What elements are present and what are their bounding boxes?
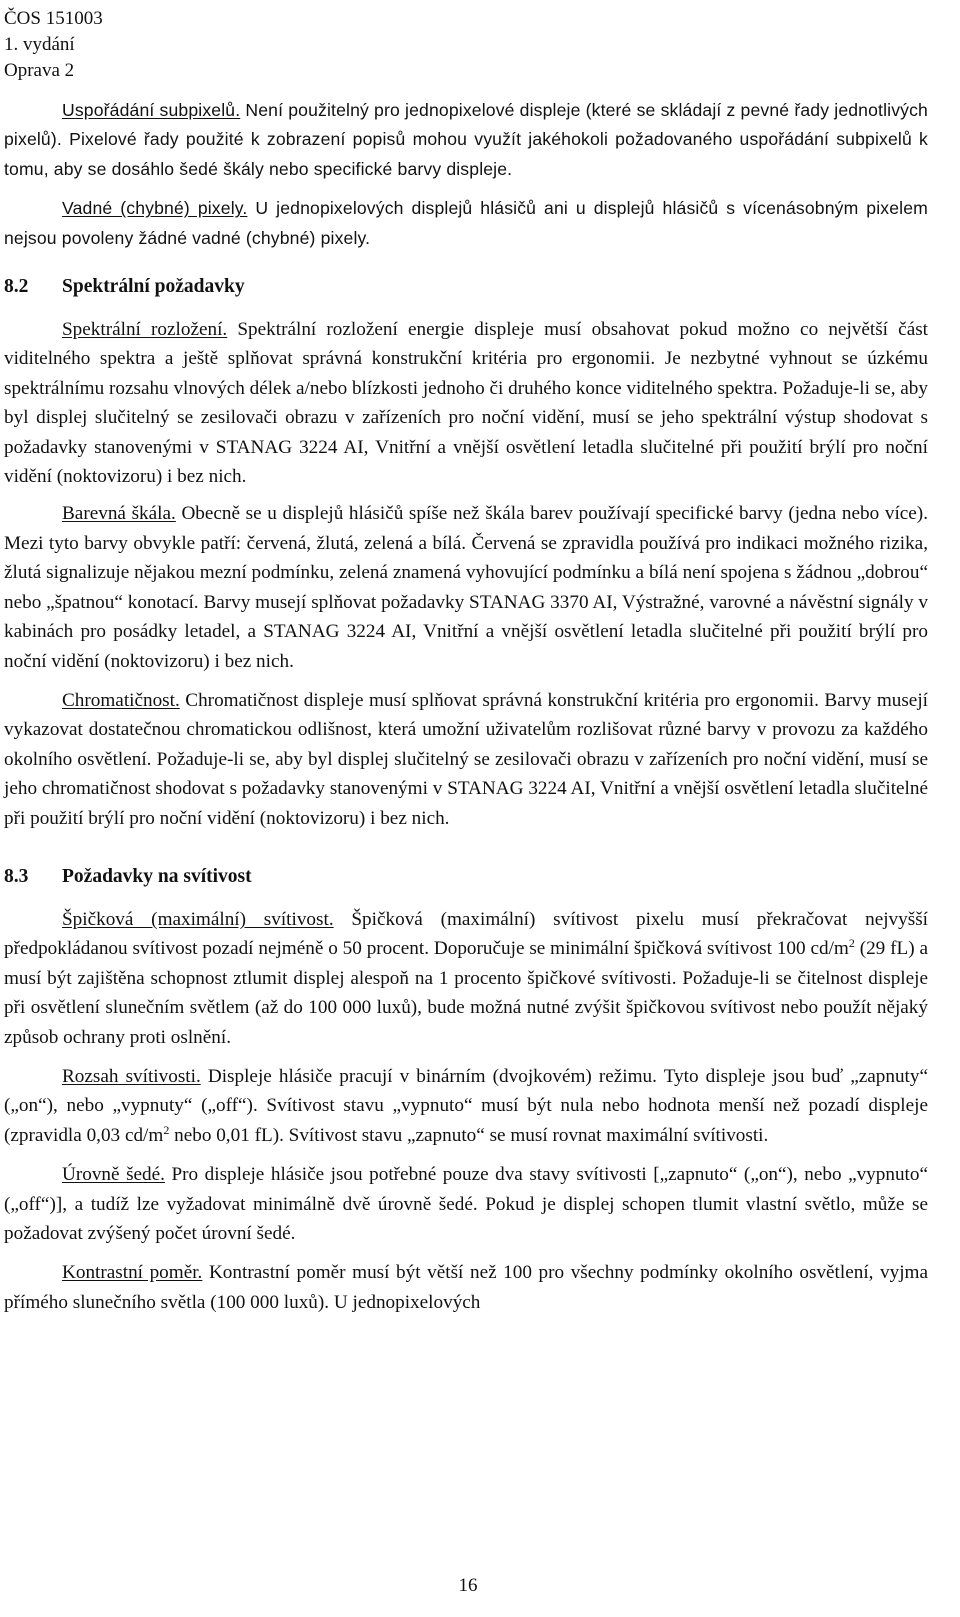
document-body bbox=[4, 96, 928, 1317]
paragraph-lead: Vadné (chybné) pixely. bbox=[62, 198, 248, 219]
section-number: 8.3 bbox=[4, 865, 29, 887]
paragraph-lead: Uspořádání subpixelů. bbox=[62, 100, 241, 120]
page-number: 16 bbox=[458, 1575, 478, 1596]
document-header bbox=[4, 6, 103, 84]
paragraph-text: Kontrastní poměr musí být větší než 100 pro všechny podmínky okolního osvětlení, vyjma přímého slunečního světla (100 000 luxů). U jednopixelových bbox=[4, 1262, 929, 1313]
paragraph-text: Spektrální rozložení energie displeje musí obsahovat pokud možno co největší část viditelného spektra a ještě splňovat správná konstrukční kritéria pro ergonomii. Je nezbytné vyhnout se úzkému spektrálnímu rozsahu vlnových délek a/nebo blízkosti jednoho či druhého konce viditelného spektra. Požaduje-li se, aby byl displej slučitelný se zesilovači obrazu v zařízeních pro noční vidění, musí se jeho spektrální výstup shodovat s požadavky stanovenými v STANAG 3224 AI, Vnitřní a vnější osvětlení letadla slučitelné při použití brýlí pro noční vidění (noktovizoru) i bez nich. bbox=[4, 319, 929, 488]
superscript: 2 bbox=[163, 1122, 170, 1137]
paragraph-text: Chromatičnost displeje musí splňovat správná konstrukční kritéria pro ergonomii. Barvy musejí vykazovat dostatečnou chromatickou odlišnost, která umožní uživatelům rozlišovat různé barvy v provozu za každého okolního osvětlení. Požaduje-li se, aby byl displej slučitelný se zesilovači obrazu v zařízeních pro noční vidění, musí se jeho chromatičnost shodovat s požadavky stanovenými v STANAG 3224 AI, Vnitřní a vnější osvětlení letadla slučitelné při použití brýlí pro noční vidění (noktovizoru) i bez nich. bbox=[4, 689, 928, 829]
section-heading-8-2 bbox=[4, 273, 928, 301]
paragraph-peak-luminance bbox=[4, 905, 928, 1052]
section-heading-8-3 bbox=[4, 863, 928, 891]
paragraph-spectral-distribution bbox=[4, 315, 928, 491]
paragraph-text: Špičková (maximální) svítivost pixelu musí překračovat nejvyšší předpokládanou svítivost pozadí nejméně o 50 procent. Doporučuje se minimální špičková svítivost 100 cd/m bbox=[4, 908, 928, 960]
section-title: Požadavky na svítivost bbox=[62, 865, 252, 887]
superscript: 2 bbox=[848, 936, 855, 951]
paragraph-text: Obecně se u displejů hlásičů spíše než škála barev používají specifické barvy (jedna nebo více). Mezi tyto barvy obvykle patří: červená, žlutá, zelená a bílá. Červená se zpravidla používá pro indikaci možného rizika, žlutá signalizuje nějakou mezní podmínku, zelená znamená vyhovující podmínku a bílá není spojena s žádnou „dobrou“ nebo „špatnou“ konotací. Barvy musejí splňovat požadavky STANAG 3370 AI, Výstražné, varovné a návěstní signály v kabinách pro posádky letadel, a STANAG 3224 AI, Vnitřní a vnější osvětlení letadla slučitelné při použití brýlí pro noční vidění (noktovizoru) i bez nich. bbox=[4, 503, 928, 672]
paragraph-text-continued: nebo 0,01 fL). Svítivost stavu „zapnuto“ se musí rovnat maximální svítivosti. bbox=[169, 1124, 769, 1146]
paragraph-color-scale bbox=[4, 499, 928, 675]
paragraph-gray-levels bbox=[4, 1160, 928, 1248]
paragraph-text: U jednopixelových displejů hlásičů ani u displejů hlásičů s vícenásobným pixelem nejsou povoleny žádné vadné (chybné) pixely. bbox=[4, 198, 928, 248]
amendment-label: Oprava 2 bbox=[4, 60, 75, 81]
paragraph-lead: Chromatičnost. bbox=[62, 689, 180, 711]
paragraph-text: Není použitelný pro jednopixelové displeje (které se skládají z pevné řady jednotlivých pixelů). Pixelové řady použité k zobrazení popisů mohou využít jakéhokoli požadovaného uspořádání subpixelů k tomu, aby se dosáhlo šedé škály nebo specifické barvy displeje. bbox=[4, 100, 928, 179]
section-number: 8.2 bbox=[4, 276, 29, 298]
paragraph-lead: Spektrální rozložení. bbox=[62, 319, 228, 341]
paragraph-lead: Rozsah svítivosti. bbox=[62, 1065, 201, 1087]
standard-number: ČOS 151003 bbox=[4, 8, 103, 29]
paragraph-lead: Barevná škála. bbox=[62, 503, 176, 525]
section-title: Spektrální požadavky bbox=[62, 276, 245, 298]
paragraph-chromaticity bbox=[4, 686, 928, 833]
paragraph-contrast-ratio bbox=[4, 1258, 928, 1317]
edition-label: 1. vydání bbox=[4, 34, 75, 55]
paragraph-text: Pro displeje hlásiče jsou potřebné pouze dva stavy svítivosti [„zapnuto“ („on“), nebo „vypnuto“ („off“)], a tudíž lze vyžadovat minimálně dvě úrovně šedé. Pokud je displej schopen tlumit vlastní světlo, může se požadovat zvýšený počet úrovní šedé. bbox=[4, 1164, 928, 1244]
paragraph-defective-pixels bbox=[4, 194, 928, 253]
paragraph-luminance-range bbox=[4, 1062, 928, 1150]
paragraph-lead: Úrovně šedé. bbox=[62, 1164, 165, 1186]
paragraph-subpixel bbox=[4, 96, 928, 184]
paragraph-text: Displeje hlásiče pracují v binárním (dvojkovém) režimu. Tyto displeje jsou buď „zapnuty“ („on“), nebo „vypnuty“ („off“). Svítivost stavu „vypnuto“ musí být nula nebo hodnota menší než pozadí displeje (zpravidla 0,03 cd/m bbox=[4, 1065, 928, 1146]
paragraph-lead: Kontrastní poměr. bbox=[62, 1262, 203, 1284]
paragraph-lead: Špičková (maximální) svítivost. bbox=[62, 908, 334, 930]
paragraph-text-continued: (29 fL) a musí být zajištěna schopnost ztlumit displej alespoň na 1 procento špičkové svítivosti. Požaduje-li se čitelnost displeje při osvětlení slunečním světlem (až do 100 000 luxů), bude možná nutné zvýšit špičkovou svítivost nebo použít nějaký způsob ochrany proti oslnění. bbox=[4, 938, 929, 1048]
